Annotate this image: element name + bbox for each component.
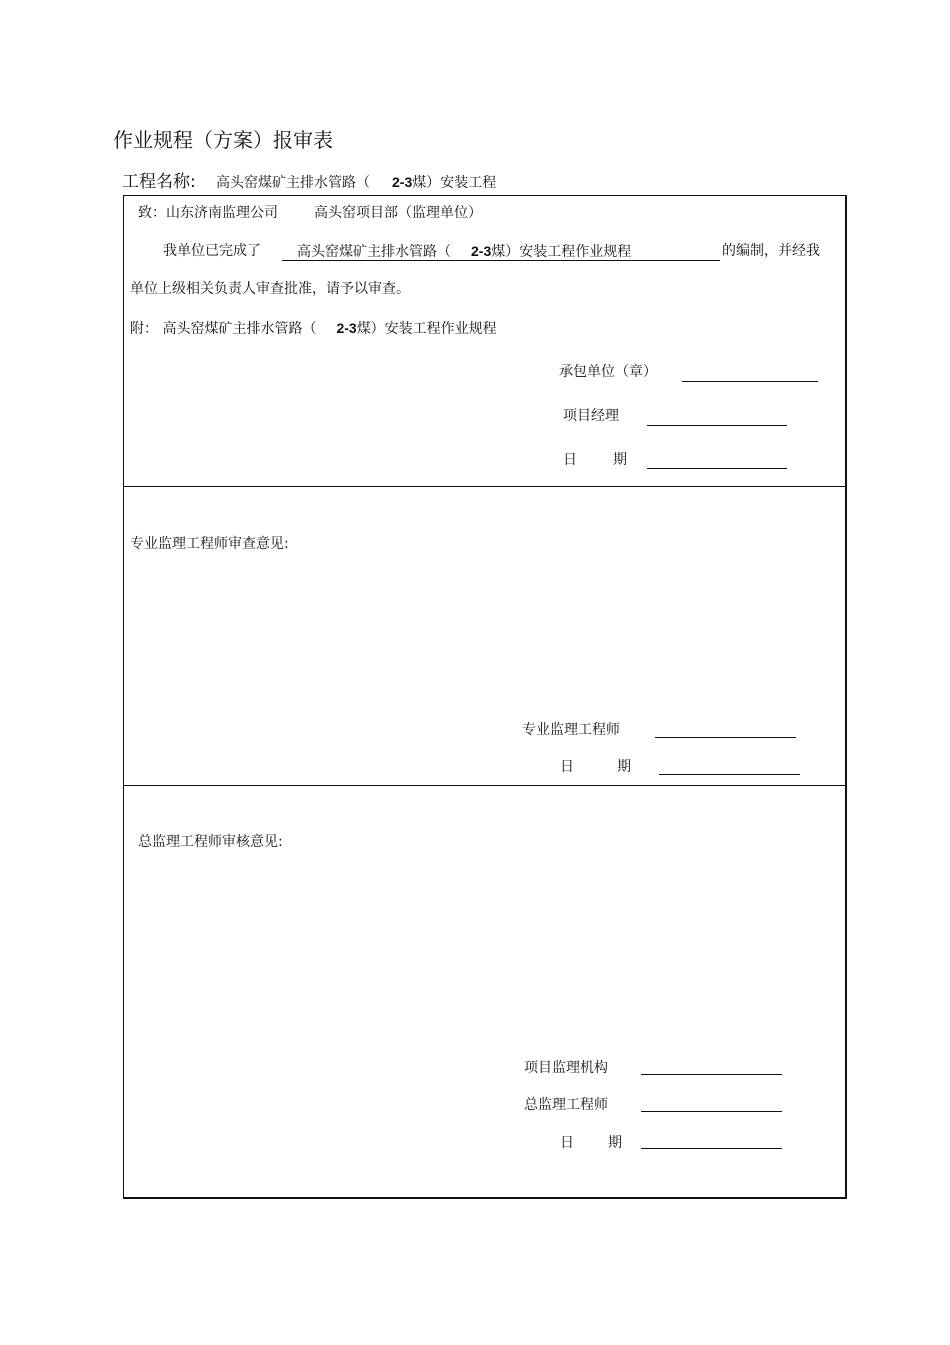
- engineer-sign-label: 专业监理工程师: [522, 722, 620, 738]
- date-label-char: 期: [608, 1135, 622, 1151]
- date-label-char: 日: [560, 1135, 574, 1151]
- project-name-label: 工程名称:: [122, 172, 196, 192]
- form-frame: [123, 195, 847, 1199]
- body-fill-part: 高头窑煤矿主排水管路（: [297, 244, 451, 260]
- attachment-part: 煤）安装工程作业规程: [356, 321, 497, 337]
- date-field[interactable]: [641, 1148, 782, 1149]
- section-divider: [123, 785, 846, 786]
- project-name-part: 高头窑煤矿主排水管路（: [216, 175, 370, 191]
- body-text-start: 我单位已完成了: [163, 243, 261, 259]
- body-text-line2: 单位上级相关负责人审查批准，请予以审查。: [130, 281, 410, 297]
- date-label-char: 期: [617, 759, 631, 775]
- addressee-unit: 高头窑项目部（监理单位）: [314, 205, 482, 221]
- attachment-text: [130, 319, 497, 338]
- document-title: 作业规程（方案）报审表: [113, 128, 333, 152]
- chief-engineer-field[interactable]: [641, 1111, 782, 1112]
- section-divider: [123, 486, 846, 487]
- chief-opinion-label: 总监理工程师审核意见:: [138, 834, 283, 850]
- contractor-seal-field[interactable]: [682, 381, 818, 382]
- body-fill-part: 煤）安装工程作业规程: [491, 244, 632, 260]
- project-name-part: 煤）安装工程: [412, 175, 497, 191]
- attachment-seam: 2-3: [336, 320, 357, 336]
- date-label-char: 日: [560, 759, 574, 775]
- date-field[interactable]: [647, 468, 787, 469]
- body-text-end: 的编制，并经我: [722, 243, 820, 259]
- supervision-org-label: 项目监理机构: [524, 1060, 608, 1076]
- contractor-seal-label: 承包单位（章）: [559, 364, 657, 380]
- project-name-value: [216, 173, 496, 192]
- supervision-org-field[interactable]: [641, 1074, 782, 1075]
- engineer-sign-field[interactable]: [655, 737, 796, 738]
- body-fill-underline: [282, 260, 720, 261]
- date-field[interactable]: [659, 774, 800, 775]
- date-label-char: 期: [613, 452, 627, 468]
- project-manager-label: 项目经理: [563, 408, 619, 424]
- project-manager-field[interactable]: [647, 425, 787, 426]
- chief-engineer-label: 总监理工程师: [524, 1097, 608, 1113]
- body-fill-seam: 2-3: [471, 243, 492, 259]
- body-fill-text: [297, 242, 631, 261]
- project-name-seam: 2-3: [392, 174, 413, 190]
- addressee: 致：山东济南监理公司: [138, 205, 278, 221]
- date-label-char: 日: [563, 452, 577, 468]
- attachment-part: 附： 高头窑煤矿主排水管路（: [130, 321, 317, 337]
- engineer-opinion-label: 专业监理工程师审查意见:: [130, 536, 289, 552]
